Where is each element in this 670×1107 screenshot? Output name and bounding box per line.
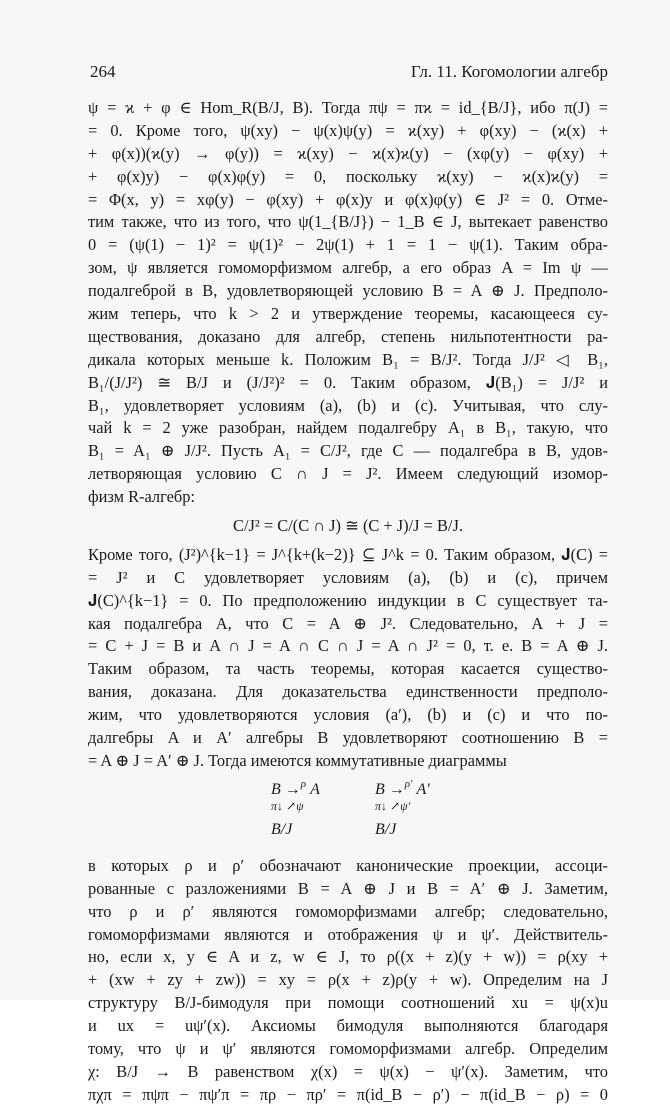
diagram-node-quotient: B/J xyxy=(271,820,293,838)
running-head: Гл. 11. Когомологии алгебр xyxy=(410,62,608,81)
up-right-arrow-icon: ↗ xyxy=(390,798,401,813)
text-line: + (xw + zy + zw)) = xy = ρ(x + z)ρ(y + w). Определим на J xyxy=(88,970,608,990)
text-line: Таким образом, та часть теоремы, которая касается существо- xyxy=(88,659,608,679)
right-arrow-icon: → xyxy=(388,780,405,798)
page-header xyxy=(90,62,608,84)
text-line: ществования, доказано для алгебр, степень нильпотентности ра- xyxy=(88,326,608,346)
text-line: B₁ = A₁ ⊕ J/J². Пусть A₁ = C/J², где C — подалгебра в B, удов- xyxy=(88,441,608,461)
page-number: 264 xyxy=(90,62,116,81)
paragraph-3 xyxy=(88,855,608,1107)
commutative-diagrams xyxy=(88,777,608,845)
arrow-label: ρ′ xyxy=(404,777,413,790)
text-line: летворяющая условию C ∩ J = J². Имеем следующий изомор- xyxy=(88,464,608,484)
text-line: тим также, что из того, что ψ(1_{B/J}) − 1_B ∈ J, вытекает равенство xyxy=(88,212,608,232)
text-line: χ: B/J → B равенством χ(x) = ψ(x) − ψ′(x). Заметим, что xyxy=(88,1061,608,1081)
text-line: далгебры A и A′ алгебры B удовлетворяют соотношению B = xyxy=(88,728,608,748)
text-line: гомоморфизмами являются и отображения ψ и ψ′. Действитель- xyxy=(88,924,608,944)
text-line: = Φ(x, y) = xφ(y) − φ(xy) + φ(x)y и φ(x)φ(y) ∈ J² = 0. Отме- xyxy=(88,189,608,209)
text-line: в которых ρ и ρ′ обозначают канонические проекции, ассоци- xyxy=(88,855,608,875)
text-line: тому, что ψ и ψ′ являются гомоморфизмами алгебр. Определим xyxy=(88,1038,608,1058)
text-line: и ux = uψ′(x). Аксиомы бимодуля выполняются благодаря xyxy=(88,1016,608,1036)
text-line: дикала которых меньше k. Положим B₁ = B/J². Тогда J/J² ◁ B₁, xyxy=(88,349,608,369)
diagram-node-a-prime: A′ xyxy=(416,780,430,798)
text-line: ψ = ϰ + φ ∈ Hom_R(B/J, B). Тогда πψ = πϰ = id_{B/J}, ибо π(J) = xyxy=(88,98,608,117)
arrow-label: ψ xyxy=(296,798,304,813)
text-line: = 0. Кроме того, ψ(xy) − ψ(x)ψ(y) = ϰ(xy) + φ(xy) − (ϰ(x) + xyxy=(88,120,608,140)
down-arrow-icon: ↓ xyxy=(381,798,388,813)
arrow-label: ψ′ xyxy=(400,798,411,813)
diagram-node-b: B xyxy=(375,780,385,798)
text-line: жим теперь, что k > 2 и утверждение теоремы, касающееся су- xyxy=(88,304,608,324)
text-line: кая подалгебра A, что C = A ⊕ J². Следовательно, A + J = xyxy=(88,613,608,633)
text-line: но, если x, y ∈ A и z, w ∈ J, то ρ((x + z)(y + w)) = ρ(xy + xyxy=(88,947,608,967)
arrow-label: π xyxy=(375,798,382,813)
down-arrow-icon: ↓ xyxy=(277,798,284,813)
text-line: πχπ = πψπ − πψ′π = πρ − πρ′ = π(id_B − ρ′) − π(id_B − ρ) = 0 xyxy=(88,1084,608,1104)
text-line: + φ(x))(ϰ(y) → φ(y)) = ϰ(xy) − ϰ(x)ϰ(y) − (xφ(y) − φ(xy) + xyxy=(88,143,608,163)
text-line: что ρ и ρ′ являются гомоморфизмами алгебр; следовательно, xyxy=(88,901,608,921)
text-line: подалгеброй в B, удовлетворяющей условию B = A ⊕ J. Предполо- xyxy=(88,281,608,301)
text-line: чай k = 2 уже разобран, найдем подалгебру A₁ в B₁, такую, что xyxy=(88,418,608,438)
text-line: рованные с разложениями B = A ⊕ J и B = A′ ⊕ J. Заметим, xyxy=(88,878,608,898)
arrow-label: π xyxy=(271,798,278,813)
diagram-node-quotient: B/J xyxy=(375,820,397,838)
text-line: 0 = (ψ(1) − 1)² = ψ(1)² − 2ψ(1) + 1 = 1 − ψ(1). Таким обра- xyxy=(88,235,608,255)
paragraph-1 xyxy=(88,97,608,509)
diagram-node-a: A xyxy=(310,780,320,798)
text-line: зом, ψ является гомоморфизмом алгебр, а его образ A = Im ψ — xyxy=(88,258,608,278)
text-line: = A ⊕ J = A′ ⊕ J. Тогда имеются коммутативные диаграммы xyxy=(88,750,507,770)
text-line: = J² и C удовлетворяет условиям (a), (b) и (c), причем xyxy=(88,567,608,587)
text-line: B₁/(J/J²) ≅ B/J и (J/J²)² = 0. Таким образом, 𝐉(B₁) = J/J² и xyxy=(88,372,608,392)
text-line: физм R-алгебр: xyxy=(88,487,195,507)
text-line: 𝐉(C)^{k−1} = 0. По предположению индукции в C существует та- xyxy=(88,590,608,610)
diagram-node-b: B xyxy=(271,780,281,798)
text-line: = C + J = B и A ∩ J = A ∩ C ∩ J = A ∩ J² = 0, т. е. B = A ⊕ J. xyxy=(88,636,608,656)
display-formula: C/J² = C/(C ∩ J) ≅ (C + J)/J = B/J. xyxy=(233,516,463,536)
text-line: структуру B/J-бимодуля при помощи соотношений xu = ψ(x)u xyxy=(88,993,608,1013)
paragraph-2 xyxy=(88,544,608,773)
up-right-arrow-icon: ↗ xyxy=(286,798,297,813)
text-line: вания, доказана. Для доказательства единственности предполо- xyxy=(88,682,608,702)
arrow-label: ρ xyxy=(300,777,307,790)
right-arrow-icon: → xyxy=(284,780,301,798)
text-line: B₁, удовлетворяет условиям (a), (b) и (c). Учитывая, что слу- xyxy=(88,395,608,415)
text-line: + φ(x)y) − φ(x)φ(y) = 0, поскольку ϰ(xy) − ϰ(x)ϰ(y) = xyxy=(88,166,608,186)
page-body xyxy=(88,97,608,1107)
text-line: Кроме того, (J²)^{k−1} = J^{k+(k−2)} ⊆ J^k = 0. Таким образом, 𝐉(C) = xyxy=(88,544,608,564)
text-line: жим, что удовлетворяются условия (a′), (b) и (c) и что по- xyxy=(88,705,608,725)
